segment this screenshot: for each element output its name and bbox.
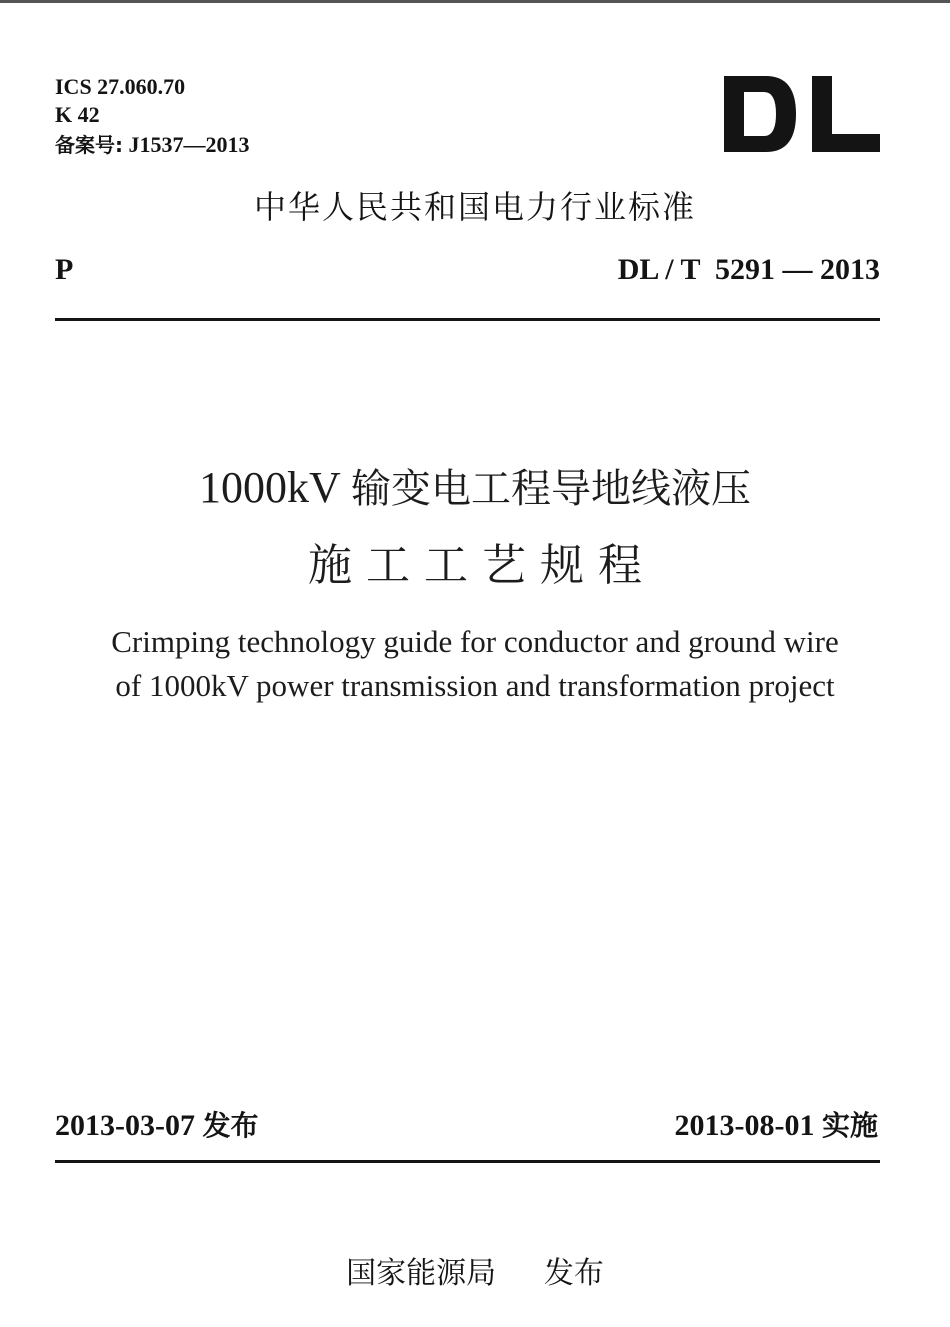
- record-number: [55, 131, 250, 159]
- record-label: 备案号:: [55, 133, 123, 157]
- issuer-name: 国家能源局: [346, 1256, 497, 1291]
- dl-logo: [722, 54, 884, 158]
- issuer: [0, 1254, 950, 1294]
- classification-code: K 42: [55, 102, 100, 127]
- top-border: [0, 0, 950, 3]
- standard-type-title: 中华人民共和国电力行业标准: [253, 188, 696, 226]
- implementation-date-value: 2013-08-01: [674, 1109, 815, 1142]
- title-en-line2: of 1000kV power transmission and transformation project: [115, 668, 835, 703]
- title-cn-line1: [0, 462, 950, 515]
- implementation-date-label: 实施: [821, 1109, 878, 1142]
- issue-date-label: 发布: [202, 1109, 259, 1142]
- record-value: J1537—2013: [128, 132, 250, 157]
- issue-date: [55, 1106, 259, 1146]
- issue-date-value: 2013-03-07: [55, 1109, 195, 1142]
- dl-logo-graphic: [722, 54, 884, 158]
- title-cn-line1-text: 输变电工程导地线液压: [350, 466, 751, 512]
- category-code: P: [55, 253, 74, 286]
- issuer-action: 发布: [543, 1256, 604, 1291]
- standard-number: DL / T 5291 — 2013: [617, 253, 880, 286]
- ics-code: ICS 27.060.70: [55, 74, 186, 99]
- divider-top: [55, 318, 880, 321]
- title-cn-line2: 施 工 工 艺 规 程: [308, 540, 642, 591]
- implementation-date: [675, 1106, 879, 1146]
- divider-bottom: [55, 1160, 880, 1163]
- title-cn-voltage: 1000kV: [199, 463, 340, 512]
- title-en-line1: Crimping technology guide for conductor and ground wire: [111, 624, 839, 659]
